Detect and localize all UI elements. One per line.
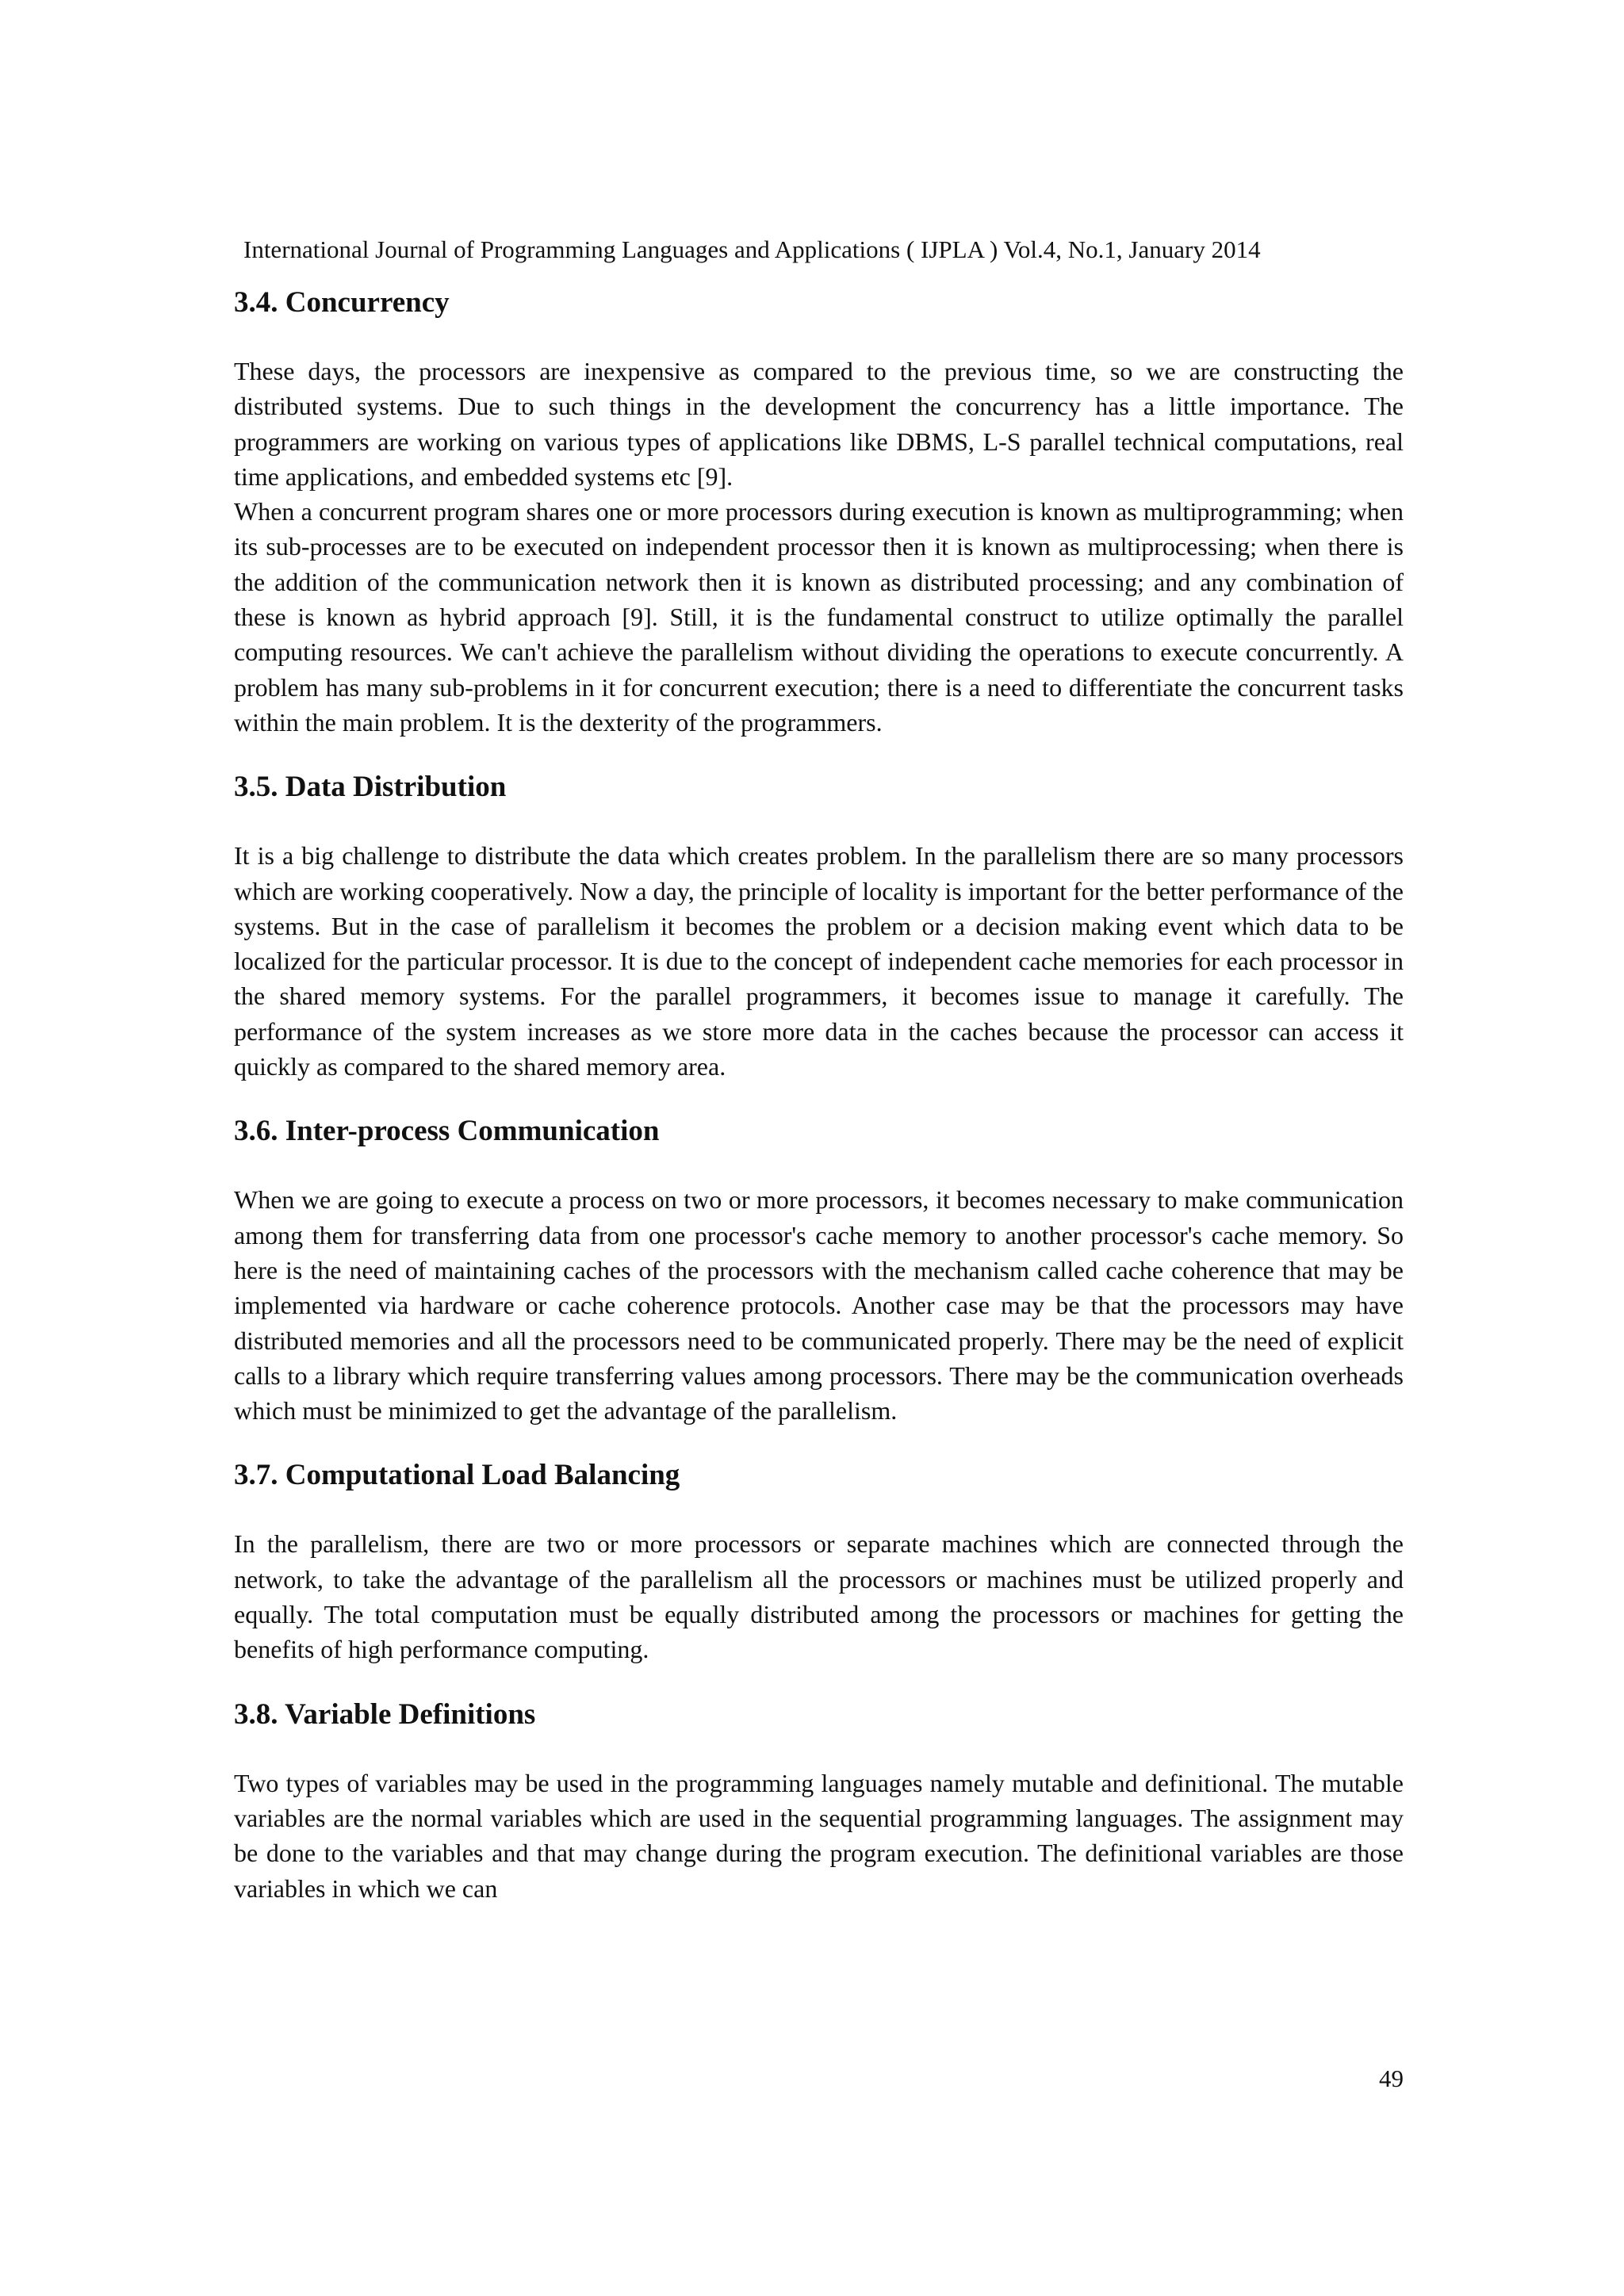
section-load-balancing [234,1456,1404,1667]
section-data-distribution [234,768,1404,1084]
running-header: International Journal of Programming Languages and Applications ( IJPLA ) Vol.4, No.1, January 2014 [243,235,1261,263]
section-inter-process-communication [234,1112,1404,1428]
paragraph: In the parallelism, there are two or more processors or separate machines which are connected through the network, to take the advantage of the parallelism all the processors or machines must be utilized properly and equally. The total computation must be equally distributed among the processors or machines for getting the benefits of high performance computing. [234,1529,1404,1664]
paragraph: When a concurrent program shares one or more processors during execution is known as multiprogramming; when its sub-processes are to be executed on independent processor then it is known as multiprocessing; when there is the addition of the communication network then it is known as distributed processing; and any combination of these is known as hybrid approach [9]. Still, it is the fundamental construct to utilize optimally the parallel computing resources. We can't achieve the parallelism without dividing the operations to execute concurrently. A problem has many sub-problems in it for concurrent execution; there is a need to differentiate the concurrent tasks within the main problem. It is the dexterity of the programmers. [234,497,1404,737]
section-heading: 3.8. Variable Definitions [234,1697,536,1731]
section-heading: 3.4. Concurrency [234,286,450,319]
page-number: 49 [1379,2064,1404,2092]
paper-page [234,0,1404,2296]
section-heading: 3.7. Computational Load Balancing [234,1459,680,1492]
paragraph: When we are going to execute a process on two or more processors, it becomes necessary to make communication among them for transferring data from one processor's cache memory to another processor's cache memory. So here is the need of maintaining caches of the processors with the mechanism called cache coherence that may be implemented via hardware or cache coherence protocols. Another case may be that the processors may have distributed memories and all the processors need to be communicated properly. There may be the need of explicit calls to a library which require transferring values among processors. There may be the communication overheads which must be minimized to get the advantage of the parallelism. [234,1185,1404,1425]
section-concurrency [234,284,1404,740]
paragraph: These days, the processors are inexpensive as compared to the previous time, so we are constructing the distributed systems. Due to such things in the development the concurrency has a little importance. The programmers are working on various types of applications like DBMS, L-S parallel technical computations, real time applications, and embedded systems etc [9]. [234,357,1404,491]
section-heading: 3.6. Inter-process Communication [234,1115,660,1148]
page-body [234,284,1404,1934]
paragraph: Two types of variables may be used in the programming languages namely mutable and definitional. The mutable variables are the normal variables which are used in the sequential programming languages. The assignment may be done to the variables and that may change during the program execution. The definitional variables are those variables in which we can [234,1768,1404,1903]
section-variable-definitions [234,1696,1404,1906]
section-heading: 3.5. Data Distribution [234,771,507,804]
paragraph: It is a big challenge to distribute the data which creates problem. In the parallelism there are so many processors which are working cooperatively. Now a day, the principle of locality is important for the better performance of the systems. But in the case of parallelism it becomes the problem or a decision making event which data to be localized for the particular processor. It is due to the concept of independent cache memories for each processor in the shared memory systems. For the parallel programmers, it becomes issue to manage it carefully. The performance of the system increases as we store more data in the caches because the processor can access it quickly as compared to the shared memory area. [234,841,1404,1081]
